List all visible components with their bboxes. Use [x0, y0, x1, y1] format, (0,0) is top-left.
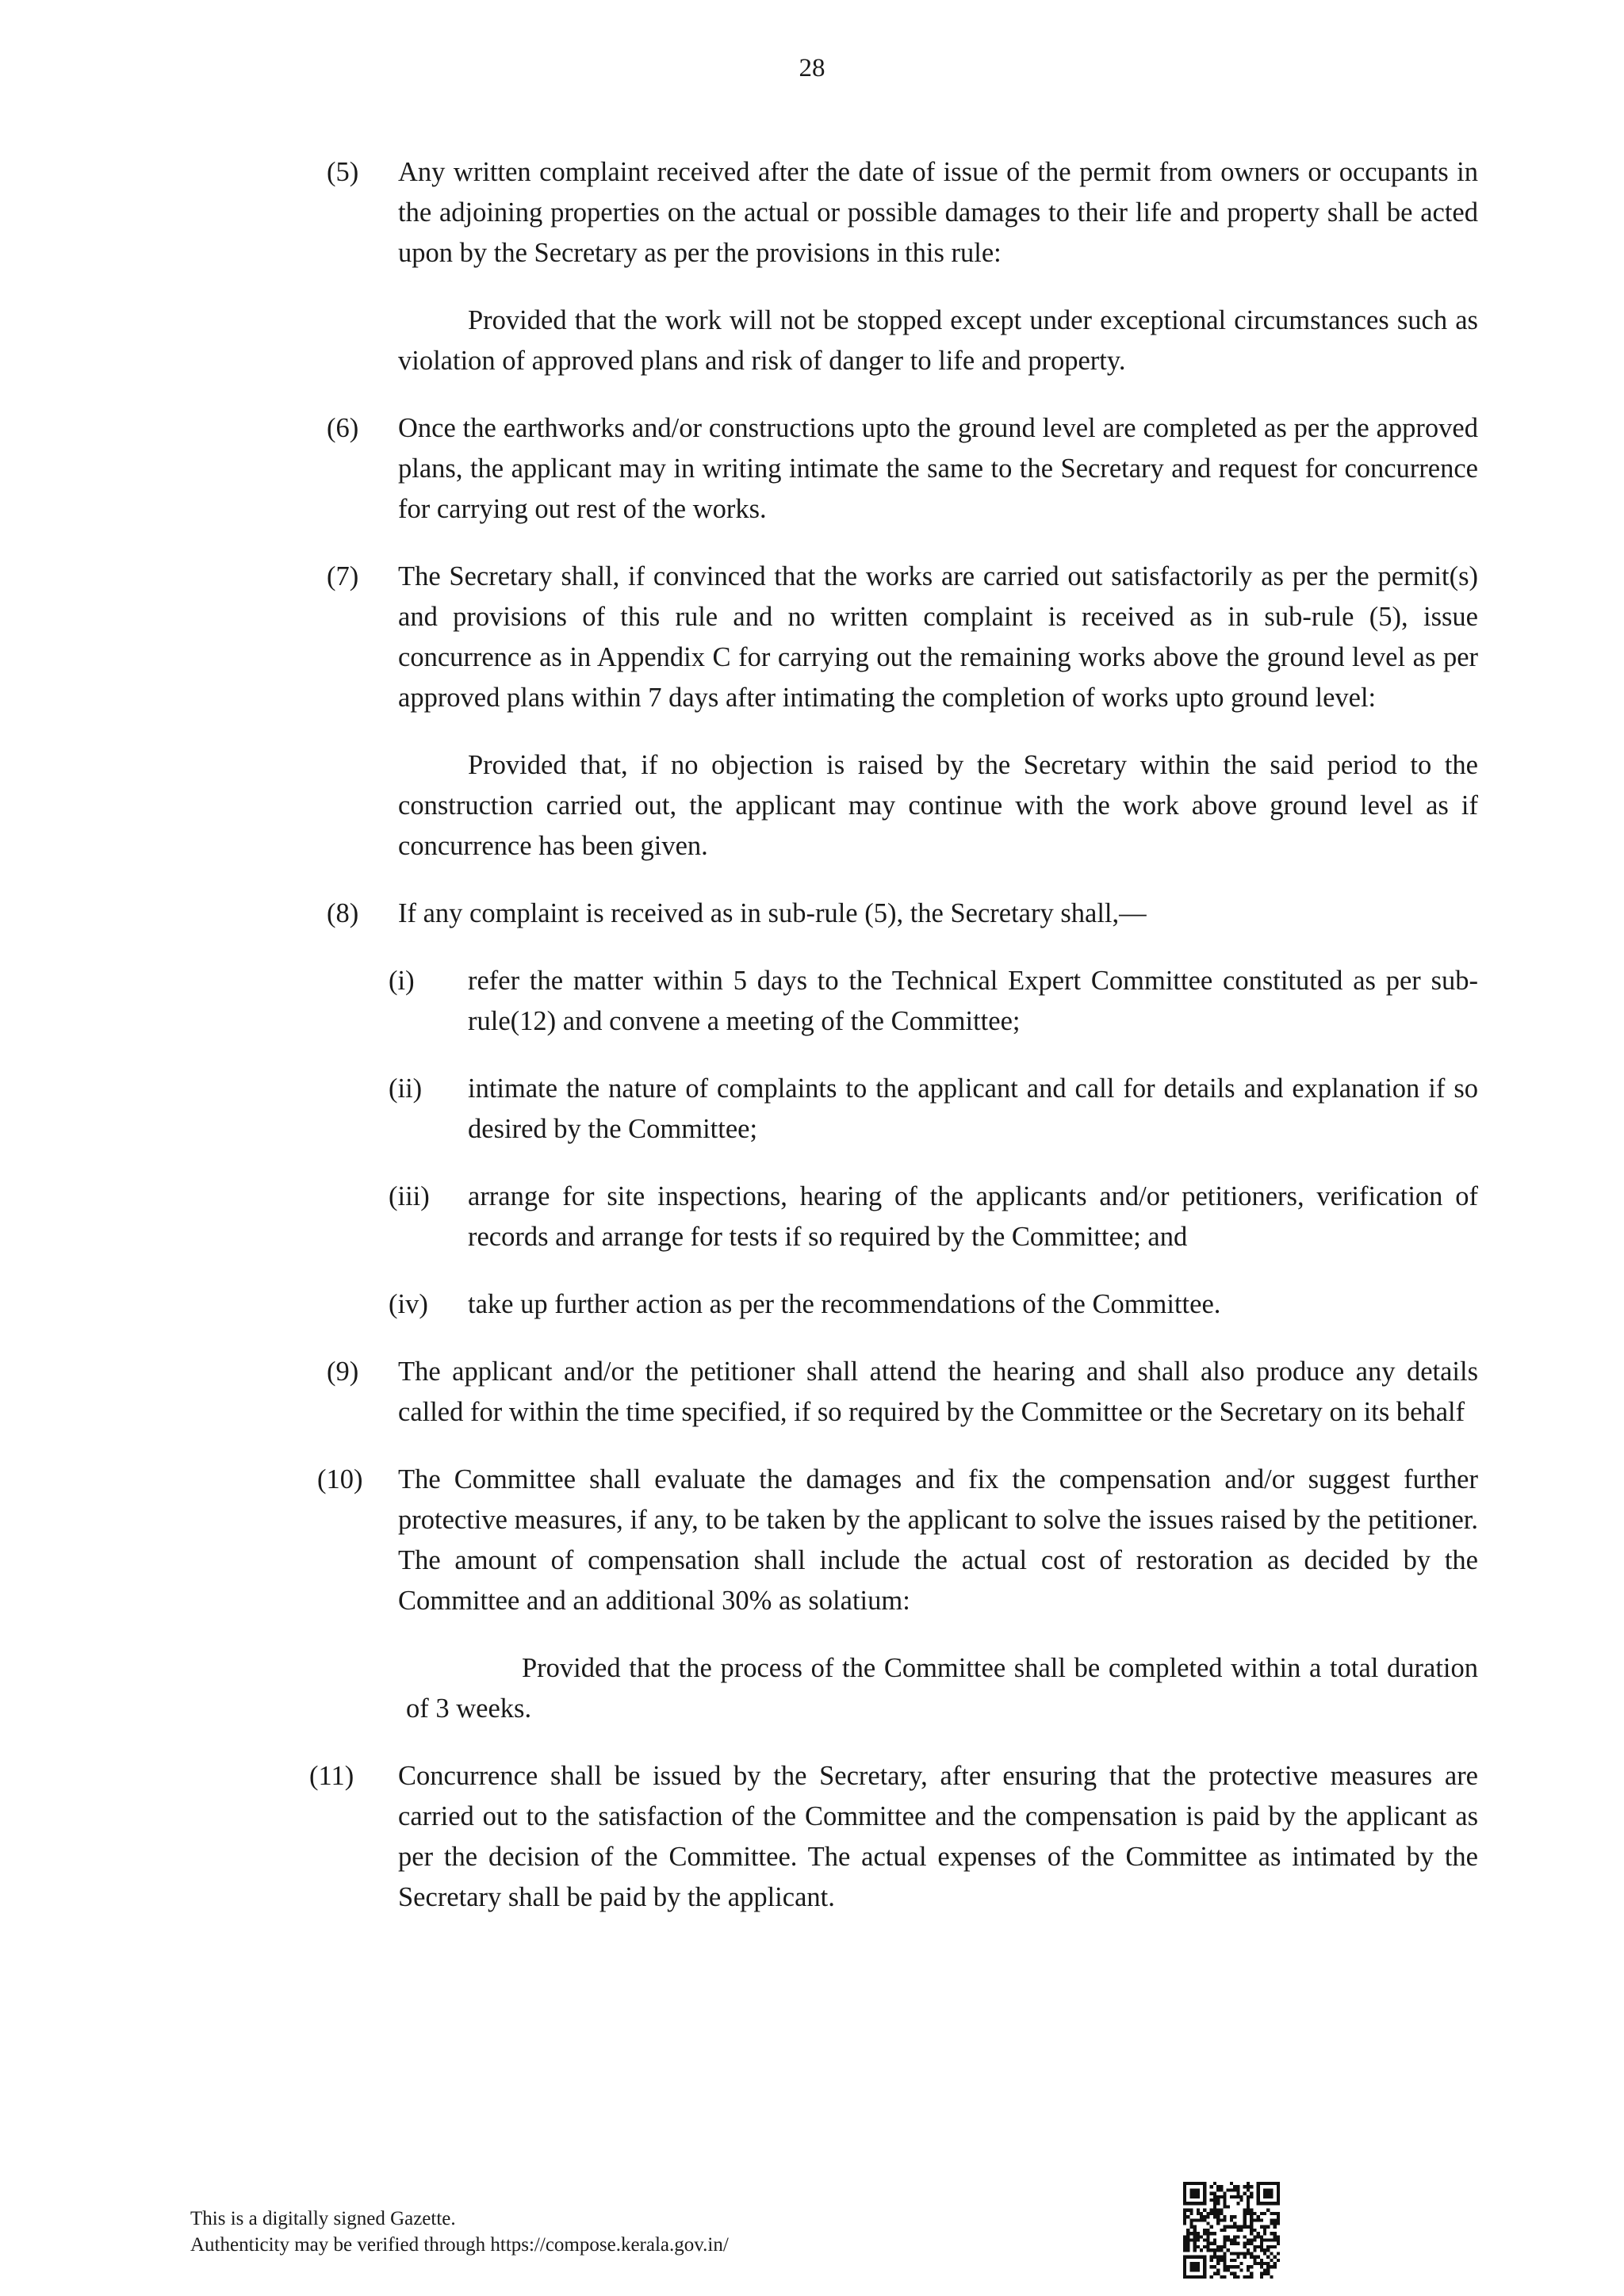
- rule-text: Once the earthworks and/or constructions upto the ground level are completed as per the approved plans, the applicant may in writing intimate the same to the Secretary and request for concurrence for carrying out rest of the works.: [398, 413, 1478, 524]
- rule-proviso: Provided that the work will not be stopped except under exceptional circumstances such as violation of approved plans and risk of danger to life and property.: [398, 305, 1478, 376]
- rule-number: (8): [327, 898, 359, 928]
- rule-text: The Committee shall evaluate the damages and fix the compensation and/or suggest further protective measures, if any, to be taken by the applicant to solve the issues raised by the petitioner. The amount of compensation shall include the actual cost of restoration as decided by the Committee and an additional 30% as solatium:: [398, 1464, 1478, 1616]
- sub-item-text: intimate the nature of complaints to the applicant and call for details and explanation if so desired by the Committee;: [468, 1073, 1478, 1144]
- rule-text: Any written complaint received after the date of issue of the permit from owners or occupants in the adjoining properties on the actual or possible damages to their life and property shall be acted upon by the Secretary as per the provisions in this rule:: [398, 157, 1478, 268]
- rule-text: The applicant and/or the petitioner shall attend the hearing and shall also produce any details called for within the time specified, if so required by the Committee or the Secretary on its behalf: [398, 1357, 1478, 1427]
- rule-number: (5): [327, 157, 359, 187]
- sub-item-text: refer the matter within 5 days to the Technical Expert Committee constituted as per sub-rule(12) and convene a meeting of the Committee;: [468, 966, 1478, 1036]
- sub-item: [389, 1284, 1478, 1325]
- rule-item-8: [317, 894, 1478, 1325]
- rule-item-6: [317, 408, 1478, 530]
- qr-code-icon: [1183, 2182, 1280, 2279]
- sub-item: [389, 1177, 1478, 1257]
- rule-text: If any complaint is received as in sub-rule (5), the Secretary shall,—: [398, 898, 1147, 928]
- sub-item-number: (i): [389, 966, 415, 996]
- rule-number: (10): [317, 1464, 363, 1494]
- sub-item-text: take up further action as per the recommendations of the Committee.: [468, 1289, 1221, 1319]
- rule-item-11: [309, 1756, 1478, 1918]
- sub-item-number: (ii): [389, 1073, 423, 1104]
- rule-item-5: [317, 152, 1478, 381]
- rule-proviso: Provided that the process of the Committee shall be completed within a total duration of 3 weeks.: [406, 1653, 1478, 1724]
- sub-item-text: arrange for site inspections, hearing of the applicants and/or petitioners, verification of records and arrange for tests if so required by the Committee; and: [468, 1181, 1478, 1252]
- footer-verify-link: Authenticity may be verified through https://compose.kerala.gov.in/: [190, 2234, 729, 2256]
- rule-item-10: [317, 1460, 1478, 1729]
- rule-number: (11): [309, 1761, 354, 1791]
- rule-number: (7): [327, 561, 359, 591]
- rule-proviso: Provided that, if no objection is raised by the Secretary within the said period to the construction carried out, the applicant may continue with the work above ground level as if concurrence has been given.: [398, 750, 1478, 861]
- rule-text: Concurrence shall be issued by the Secretary, after ensuring that the protective measures are carried out to the satisfaction of the Committee and the compensation is paid by the applicant as per the decision of the Committee. The actual expenses of the Committee as intimated by the Secretary shall be paid by the applicant.: [398, 1761, 1478, 1912]
- rule-item-7: [317, 557, 1478, 867]
- rule-item-9: [317, 1352, 1478, 1433]
- page-number: 28: [799, 54, 825, 82]
- footer-signed-note: This is a digitally signed Gazette.: [190, 2208, 456, 2229]
- rule-text: The Secretary shall, if convinced that the works are carried out satisfactorily as per the permit(s) and provisions of this rule and no written complaint is received as in sub-rule (5), issue concurrence as in Appendix C for carrying out the remaining works above the ground level as per approved plans within 7 days after intimating the completion of works upto ground level:: [398, 561, 1478, 713]
- sub-item-number: (iv): [389, 1289, 428, 1319]
- sub-item-number: (iii): [389, 1181, 430, 1211]
- sub-item-list: [389, 961, 1478, 1325]
- sub-item: [389, 1069, 1478, 1150]
- rule-number: (9): [327, 1357, 359, 1387]
- rule-number: (6): [327, 413, 359, 443]
- sub-item: [389, 961, 1478, 1042]
- gazette-footer: [190, 2206, 729, 2258]
- document-body: [309, 152, 1478, 1945]
